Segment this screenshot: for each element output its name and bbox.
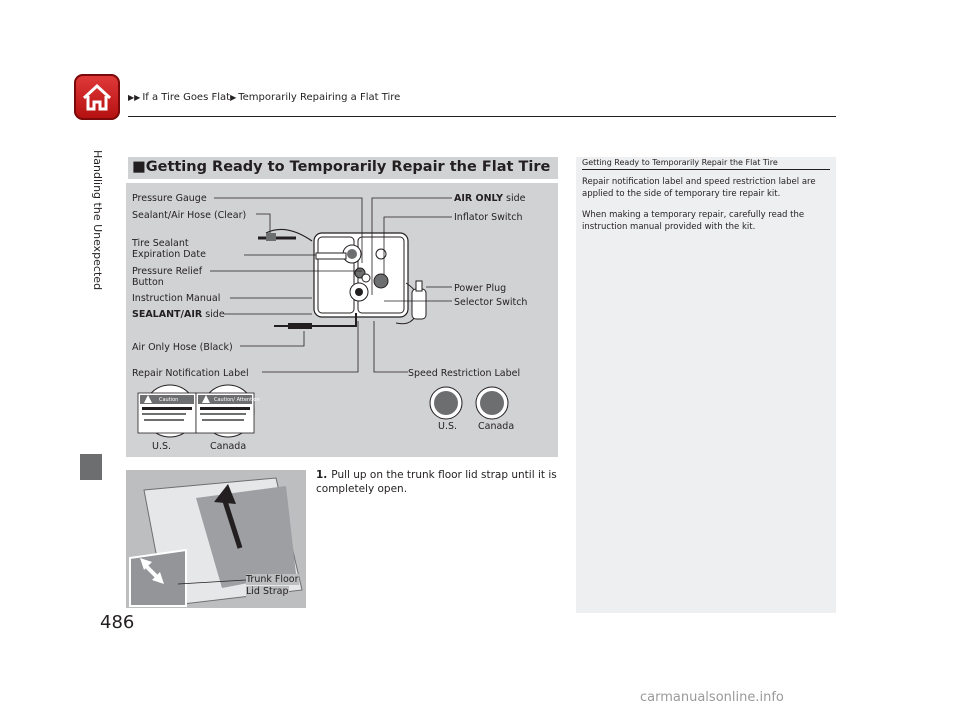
label-air-only-suffix: side — [503, 193, 526, 204]
step-instruction — [316, 468, 560, 496]
label-power-plug: Power Plug — [454, 283, 507, 294]
note-paragraph: When making a temporary repair, carefully read the instruction manual provided with the kit. — [582, 210, 805, 232]
label-pressure-gauge: Pressure Gauge — [132, 193, 207, 204]
caption-us-left: U.S. — [152, 441, 172, 452]
label-sealant-air-bold: SEALANT/AIR — [132, 309, 203, 320]
repair-kit-figure — [126, 183, 558, 457]
label-pressure-relief: Pressure Relief — [132, 266, 203, 277]
section-title-text: Getting Ready to Temporarily Repair the Flat Tire — [145, 159, 551, 175]
label-sealant-hose: Sealant/Air Hose (Clear) — [132, 210, 247, 221]
label-tire-sealant: Tire Sealant — [132, 238, 189, 249]
breadcrumb — [128, 92, 400, 103]
note-body — [582, 176, 828, 242]
section-title — [132, 159, 550, 175]
watermark: carmanualsonline.info — [640, 690, 784, 705]
label-selector-switch: Selector Switch — [454, 297, 528, 308]
step-number: 1. — [316, 469, 328, 481]
caption-canada-left: Canada — [210, 441, 247, 452]
chapter-marker-block — [80, 454, 102, 480]
label-air-only-hose: Air Only Hose (Black) — [132, 342, 233, 353]
step-text: Pull up on the trunk floor lid strap until it is completely open. — [316, 469, 557, 495]
home-icon — [74, 74, 120, 120]
note-paragraph: Repair notification label and speed restriction label are applied to the side of temporary tire repair kit. — [582, 177, 816, 199]
label-trunk-floor: Trunk Floor — [246, 574, 299, 585]
label-instruction-manual: Instruction Manual — [132, 293, 221, 304]
trunk-figure — [126, 470, 306, 608]
label-inflator-switch: Inflator Switch — [454, 212, 523, 223]
note-divider — [582, 169, 830, 170]
caption-us-right: U.S. — [438, 421, 458, 432]
sticker-canada-heading: Caution/ Attention — [214, 397, 260, 403]
caption-canada-right: Canada — [478, 421, 515, 432]
home-button[interactable] — [74, 74, 120, 120]
label-air-only-bold: AIR ONLY — [454, 193, 503, 204]
header-divider — [128, 116, 836, 117]
breadcrumb-link-flat-tire[interactable]: If a Tire Goes Flat — [142, 92, 231, 103]
sticker-us-heading: Caution — [159, 397, 179, 403]
note-title: Getting Ready to Temporarily Repair the Flat Tire — [582, 158, 778, 167]
breadcrumb-arrow-icon: ▶▶ — [128, 93, 141, 102]
label-pressure-relief-button: Button — [132, 277, 164, 288]
label-sealant-air-side — [132, 309, 225, 320]
breadcrumb-current: Temporarily Repairing a Flat Tire — [238, 92, 401, 103]
label-speed-restriction: Speed Restriction Label — [408, 368, 521, 379]
section-marker-icon: ■ — [132, 159, 146, 175]
label-expiration-date: Expiration Date — [132, 249, 206, 260]
repair-kit-illustration — [126, 183, 558, 457]
page-number: 486 — [100, 612, 135, 633]
label-repair-notification: Repair Notification Label — [132, 368, 249, 379]
label-lid-strap: Lid Strap — [246, 586, 289, 597]
breadcrumb-arrow-icon: ▶ — [230, 93, 237, 102]
chapter-side-tab: Handling the Unexpected — [91, 150, 104, 291]
label-sealant-air-suffix: side — [202, 309, 225, 320]
label-air-only-side — [454, 193, 525, 204]
